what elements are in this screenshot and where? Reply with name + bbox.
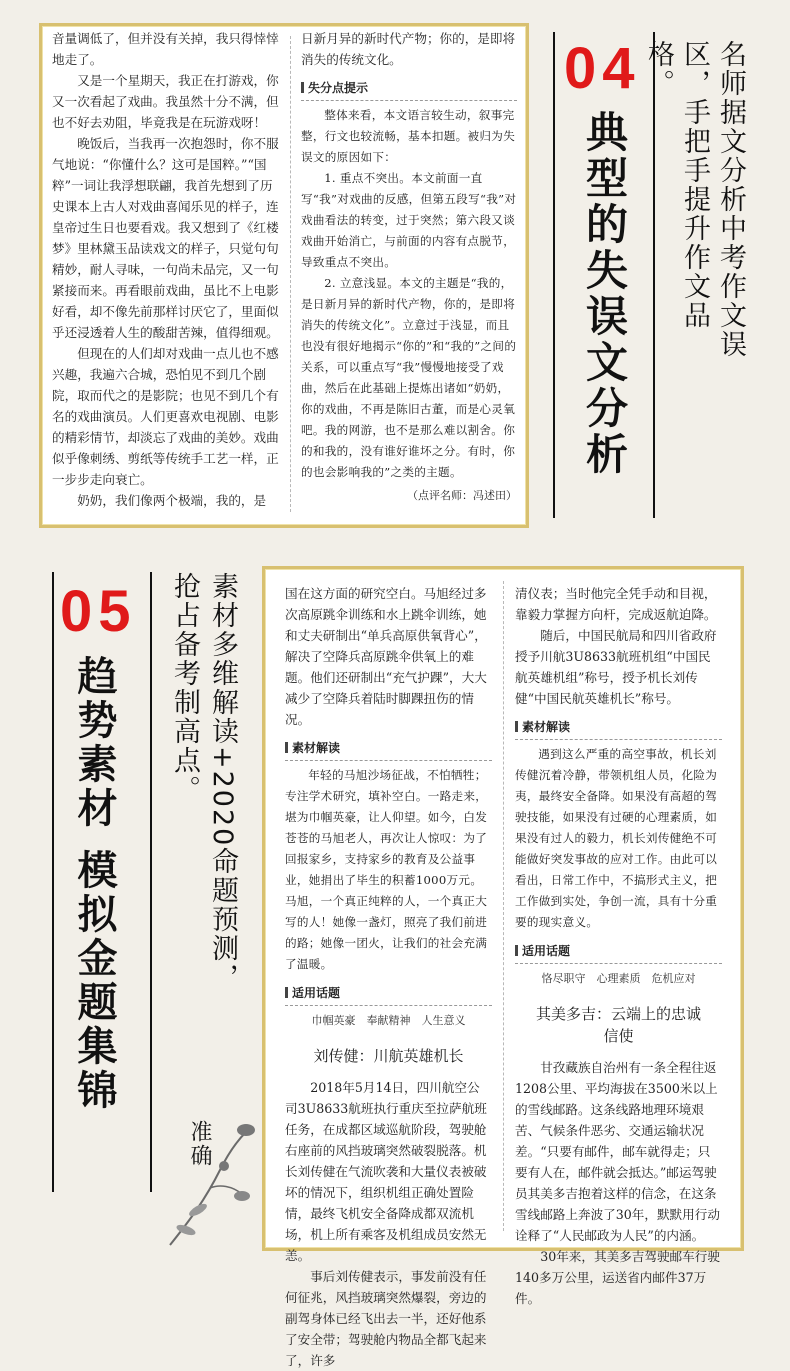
comment-paragraph: 整体来看，本文语言较生动，叙事完整，行文也较流畅，基本扣题。被归为失误文的原因如下： bbox=[301, 108, 516, 164]
essay-paragraph: 又是一个星期天，我正在打游戏，你又一次看起了戏曲。我虽然十分不满，但也不好去劝阻，毕竟我是在玩游戏呀！ bbox=[52, 73, 279, 130]
material-interpretation bbox=[515, 744, 722, 933]
material-text: 国在这方面的研究空白。马旭经过多次高原跳伞训练和水上跳伞训练，她和丈夫研制出“单兵高原供氧背心”，解决了空降兵高原跳伞供氧上的难题。他们还研制出“充气护踝”，大大减少了空降兵着陆时脚踝扭伤的情况。 bbox=[285, 586, 487, 727]
comment-paragraph: 1. 重点不突出。本文前面一直写“我”对戏曲的反感，但第五段写“我”对戏曲看法的转变，过于突然；第六段又谈戏曲开始消亡，与前面的内容有点脱节，导致重点不突出。 bbox=[301, 171, 517, 269]
bar-icon bbox=[301, 82, 304, 93]
section05-subtitle-line2: 抢占备考制高点。 bbox=[169, 572, 200, 804]
reviewer-signature: （点评名师：冯述田） bbox=[407, 489, 517, 502]
topic-header-label: 适用话题 bbox=[522, 944, 571, 958]
section04-subtitle: 名师据文分析中考作文误区，手把手提升作文品格。 bbox=[643, 40, 746, 359]
section05-article-frame bbox=[262, 566, 744, 1368]
section04-title: 典型的失误文分析 bbox=[580, 110, 629, 478]
essay-paragraph: 晚饭后，当我再一次抱怨时，你不服气地说：“你懂什么？这可是国粹。”“国粹”一词让我浮想联翩，我首先想到了历史课本上古人对戏曲喜闻乐见的样子，连皇帝过生日也要看戏。我又想到了《红楼梦》里林黛玉品读戏文的样子，只觉句句精妙，耐人寻味，一句尚未品完，又一句紧接而来。再看眼前戏曲，虽比不上电影好看，却不像先前那样讨厌它了，里面似乎还浸透着人生的酸甜苦辣，值得细观。 bbox=[52, 136, 279, 340]
article-paragraph: 30年来，其美多吉驾驶邮车行驶140多万公里，运送省内邮件37万件。 bbox=[515, 1249, 720, 1306]
material-interpretation bbox=[285, 765, 492, 975]
topic-section-header bbox=[515, 939, 722, 964]
article-title: 刘传健：川航英雄机长 bbox=[313, 1047, 464, 1065]
essay-paragraph: 奶奶，我们像两个极端，我的，是 bbox=[77, 493, 267, 508]
column-divider bbox=[503, 581, 504, 1231]
section04-article-frame bbox=[39, 23, 529, 528]
article-title: 其美多吉：云端上的忠诚信使 bbox=[535, 1005, 701, 1045]
bar-icon bbox=[515, 945, 518, 956]
article-paragraph: 甘孜藏族自治州有一条全程往返1208公里、平均海拔在3500米以上的雪线邮路。这条线路地理环境艰苦、气候条件恶劣、交通运输状况差。“只要有邮件，邮车就得走；只要有人在，邮件就会抵达。”邮运驾驶员其美多吉抱着这样的信念，在这条雪线邮路上奔波了30年，默默用行动诠释了“人民邮政为人民”的内涵。 bbox=[515, 1060, 720, 1243]
material-paragraph: 遇到这么严重的高空事故，机长刘传健沉着冷静，带领机组人员，化险为夷，最终安全备降。如果没有高超的驾驶技能，如果没有过硬的心理素质，如果没有过人的毅力，机长刘传健绝不可能做好突发事故的应对工作。由此可以看出，日常工作中，不搞形式主义，把工作做到实处，争创一流，具有十分重要的现实意义。 bbox=[515, 747, 718, 929]
section04-essay-column bbox=[52, 28, 280, 511]
material-section-header bbox=[285, 736, 492, 761]
material-text: 清仪表；当时他完全凭手动和目视，靠毅力掌握方向杆，完成返航迫降。 bbox=[515, 586, 717, 622]
material-header-label: 素材解读 bbox=[522, 720, 571, 734]
section04-left-rule bbox=[553, 32, 555, 518]
essay-paragraph: 但现在的人们却对戏曲一点儿也不感兴趣，我遍六合城，恐怕见不到几个剧院，取而代之的是影院；也见不到几个有名的戏曲演员。人们更喜欢电视剧、电影的精彩情节，却淡忘了戏曲的美妙。戏曲似乎像刺绣、剪纸等传统手工艺一样，正一步步走向衰亡。 bbox=[52, 346, 279, 487]
topic-header-label: 适用话题 bbox=[292, 986, 341, 1000]
material-text: 随后，中国民航局和四川省政府授予川航3U8633航班机组“中国民航英雄机组”称号，授予机长刘传健“中国民航英雄机长”称号。 bbox=[515, 628, 717, 706]
essay-paragraph: 音量调低了，但并没有关掉，我只得悻悻地走了。 bbox=[52, 31, 279, 67]
material-header-label: 素材解读 bbox=[292, 741, 341, 755]
section04-number: 04 bbox=[564, 36, 641, 101]
section-header bbox=[301, 76, 517, 101]
column-divider bbox=[290, 36, 291, 512]
section04-comment-column bbox=[301, 28, 517, 506]
topic-section-header bbox=[285, 981, 492, 1006]
bar-icon bbox=[515, 721, 518, 732]
topic-tags: 恪尽职守 心理素质 危机应对 bbox=[541, 972, 696, 985]
section05-number: 05 bbox=[60, 579, 137, 644]
section04-right-rule bbox=[653, 32, 655, 518]
article-paragraph: 2018年5月14日，四川航空公司3U8633航班执行重庆至拉萨航班任务，在成都区域巡航阶段，驾驶舱右座前的风挡玻璃突然破裂脱落。机长刘传健在气流吹袭和大量仪表被破坏的情况下，组织机组正确处置险情，最终飞机安全备降成都双流机场，机上所有乘客及机组成员安然无恙。 bbox=[285, 1080, 487, 1263]
section05-left-column bbox=[285, 583, 492, 1371]
section05-right-rule bbox=[150, 572, 152, 1192]
topic-tags: 巾帼英豪 奉献精神 人生意义 bbox=[311, 1014, 466, 1027]
material-section-header bbox=[515, 715, 722, 740]
comment-body bbox=[301, 105, 517, 483]
article-paragraph: 事后刘传健表示，事发前没有任何征兆，风挡玻璃突然爆裂，旁边的副驾身体已经飞出去一半，还好他系了安全带；驾驶舱内物品全都飞起来了，许多 bbox=[285, 1269, 487, 1368]
section05-subtitle-line1: 素材多维解读+2020命题预测， bbox=[207, 572, 238, 993]
material-paragraph: 年轻的马旭沙场征战，不怕牺牲；专注学术研究，填补空白。一路走来，堪为巾帼英豪，让人仰望。如今，白发苍苍的马旭老人，再次让人惊叹：为了回报家乡，支持家乡的教育及公益事业，她捐出了毕生的积蓄1000万元。马旭，一个真正纯粹的人，一个真正大写的人！她像一盏灯，照亮了我们前进的路；她像一团火，让我们的社会充满了温暖。 bbox=[285, 768, 488, 971]
bar-icon bbox=[285, 987, 288, 998]
section05-right-column bbox=[515, 583, 722, 1309]
essay-ending: 日新月异的新时代产物；你的，是即将消失的传统文化。 bbox=[301, 31, 516, 67]
accurate-label: 准确 bbox=[187, 1120, 212, 1168]
section-header-label: 失分点提示 bbox=[308, 81, 369, 95]
comment-paragraph: 2. 立意浅显。本文的主题是“我的，是日新月异的新时代产物，你的，是即将消失的传统文化”。立意过于浅显，而且也没有很好地揭示“你的”和“我的”之间的关系，可以重点写“我”慢慢地接受了戏曲，然后在此基础上提炼出诸如“奶奶，你的戏曲，不再是陈旧古董，而是心灵氧吧。我的网游，也不是那么难以割舍。你的和我的，没有谁好谁坏之分。有时，你的也会影响我的”之类的主题。 bbox=[301, 276, 517, 479]
section05-left-rule bbox=[52, 572, 54, 1192]
bar-icon bbox=[285, 742, 288, 753]
section05-title: 趋势素材 模拟金题集锦 bbox=[71, 655, 117, 1113]
